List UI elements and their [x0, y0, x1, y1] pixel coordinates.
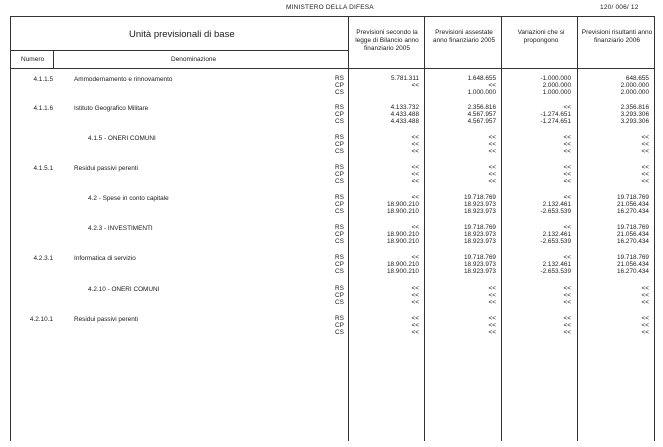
- cell-value: RS: [335, 194, 344, 201]
- row-type-codes: [335, 286, 349, 306]
- cell-value: <<: [411, 224, 419, 231]
- cell-value: <<: [411, 164, 419, 171]
- cell-value: <<: [641, 170, 649, 178]
- cell-value: CP: [335, 170, 344, 178]
- cell-value: 19.718.769: [464, 254, 496, 261]
- cell-value: 19.718.769: [617, 254, 649, 261]
- row-number: 4.1.1.5: [33, 76, 53, 83]
- cell-value: CS: [335, 298, 344, 306]
- cell-value: CS: [335, 237, 344, 245]
- cell-value: <<: [641, 147, 649, 155]
- cell-value: CS: [335, 207, 344, 215]
- cell-value: <<: [411, 140, 419, 148]
- col3-header: Variazioni che si propongono: [517, 29, 565, 44]
- table-row: [10, 164, 653, 194]
- cell-value: -1.274.651: [540, 110, 571, 118]
- row-number: 4.1.5.1: [33, 165, 53, 172]
- cell-value: -2.653.539: [540, 237, 571, 245]
- col-denominazione-header: Denominazione: [171, 56, 217, 63]
- cell-value: 16.270.434: [617, 237, 649, 245]
- cell-value: 4.567.957: [467, 117, 496, 125]
- cell-value: <<: [411, 328, 419, 336]
- cell-value: -2.653.539: [540, 207, 571, 215]
- cell-value: 21.056.434: [617, 230, 649, 238]
- col3-values: [505, 76, 571, 96]
- cell-value: 1.000.000: [542, 88, 571, 96]
- col2-values: [432, 286, 496, 306]
- row-denomination: 4.1.5 - ONERI COMUNI: [88, 135, 156, 142]
- row-type-codes: [335, 135, 349, 155]
- cell-value: <<: [641, 164, 649, 171]
- cell-value: <<: [488, 177, 496, 185]
- cell-value: <<: [488, 298, 496, 306]
- cell-value: <<: [641, 328, 649, 336]
- cell-value: 16.270.434: [617, 267, 649, 275]
- cell-value: <<: [411, 321, 419, 329]
- cell-value: RS: [335, 75, 344, 82]
- row-type-codes: [335, 255, 349, 275]
- ministry-title: MINISTERO DELLA DIFESA: [286, 4, 374, 11]
- col1-values: [355, 165, 419, 185]
- row-denomination: 4.2 - Spese in conto capitale: [88, 195, 169, 202]
- cell-value: 18.900.210: [387, 237, 419, 245]
- cell-value: -2.653.539: [540, 267, 571, 275]
- cell-value: CS: [335, 88, 344, 96]
- col-numero-header: Numero: [21, 56, 45, 63]
- cell-value: <<: [641, 315, 649, 322]
- cell-value: 4.567.957: [467, 110, 496, 118]
- cell-value: 2.000.000: [620, 88, 649, 96]
- col1-values: [355, 76, 419, 96]
- col4-values: [581, 195, 649, 215]
- cell-value: CS: [335, 267, 344, 275]
- cell-value: CP: [335, 260, 344, 268]
- col1-values: [355, 255, 419, 275]
- cell-value: 19.718.769: [464, 224, 496, 231]
- col4-values: [581, 76, 649, 96]
- cell-value: 19.718.769: [464, 194, 496, 201]
- row-type-codes: [335, 165, 349, 185]
- numero-divider: [53, 50, 54, 68]
- cell-value: 2.000.000: [620, 81, 649, 89]
- cell-value: 18.923.973: [464, 267, 496, 275]
- row-type-codes: [335, 316, 349, 336]
- cell-value: 3.293.306: [620, 110, 649, 118]
- col2-values: [432, 76, 496, 96]
- cell-value: <<: [411, 134, 419, 141]
- col2-values: [432, 316, 496, 336]
- cell-value: CP: [335, 81, 344, 89]
- cell-value: RS: [335, 104, 344, 111]
- cell-value: CS: [335, 117, 344, 125]
- cell-value: 18.923.973: [464, 200, 496, 208]
- table-row: [10, 315, 653, 345]
- table-row: [10, 285, 653, 315]
- cell-value: CP: [335, 291, 344, 299]
- cell-value: CS: [335, 328, 344, 336]
- row-denomination: Informatica di servizio: [74, 255, 136, 262]
- col2-values: [432, 105, 496, 125]
- cell-value: RS: [335, 285, 344, 292]
- cell-value: <<: [563, 298, 571, 306]
- cell-value: <<: [641, 134, 649, 141]
- cell-value: <<: [411, 298, 419, 306]
- cell-value: CP: [335, 200, 344, 208]
- col3-values: [505, 165, 571, 185]
- table-row: [10, 194, 653, 224]
- cell-value: <<: [488, 134, 496, 141]
- cell-value: CS: [335, 147, 344, 155]
- row-number: 4.2.3.1: [33, 255, 53, 262]
- table-row: [10, 224, 653, 254]
- cell-value: 21.056.434: [617, 200, 649, 208]
- col3-values: [505, 316, 571, 336]
- col2-values: [432, 195, 496, 215]
- unit-title: Unità previsionali di base: [129, 29, 235, 40]
- cell-value: 18.923.973: [464, 230, 496, 238]
- cell-value: 2.132.461: [542, 200, 571, 208]
- cell-value: <<: [411, 170, 419, 178]
- header-bottom-line: [11, 68, 654, 69]
- cell-value: 2.132.461: [542, 230, 571, 238]
- cell-value: <<: [641, 298, 649, 306]
- cell-value: <<: [563, 164, 571, 171]
- cell-value: <<: [563, 291, 571, 299]
- col2-values: [432, 165, 496, 185]
- cell-value: <<: [563, 315, 571, 322]
- cell-value: <<: [488, 170, 496, 178]
- cell-value: -1.000.000: [540, 75, 571, 82]
- cell-value: 1.000.000: [467, 88, 496, 96]
- col3-values: [505, 255, 571, 275]
- col1-values: [355, 286, 419, 306]
- cell-value: <<: [411, 194, 419, 201]
- cell-value: <<: [411, 315, 419, 322]
- cell-value: 2.132.461: [542, 260, 571, 268]
- col3-values: [505, 225, 571, 245]
- cell-value: CS: [335, 177, 344, 185]
- col2-header: Previsioni assestate anno finanziario 2005: [432, 29, 496, 44]
- cell-value: <<: [488, 328, 496, 336]
- cell-value: <<: [563, 170, 571, 178]
- cell-value: <<: [411, 81, 419, 89]
- cell-value: 4.433.488: [390, 110, 419, 118]
- cell-value: <<: [411, 291, 419, 299]
- col1-values: [355, 316, 419, 336]
- row-type-codes: [335, 105, 349, 125]
- cell-value: <<: [563, 147, 571, 155]
- cell-value: <<: [563, 134, 571, 141]
- cell-value: 5.781.311: [391, 75, 419, 82]
- cell-value: 18.900.210: [387, 200, 419, 208]
- col3-values: [505, 105, 571, 125]
- col1-values: [355, 195, 419, 215]
- cell-value: 4.433.488: [390, 117, 419, 125]
- cell-value: <<: [563, 177, 571, 185]
- cell-value: <<: [641, 291, 649, 299]
- row-number: 4.1.1.6: [33, 105, 53, 112]
- row-denomination: Ammodernamento e rinnovamento: [74, 76, 173, 83]
- cell-value: <<: [563, 285, 571, 292]
- row-number: 4.2.10.1: [29, 316, 53, 323]
- col2-values: [432, 225, 496, 245]
- cell-value: 18.900.210: [387, 267, 419, 275]
- cell-value: <<: [563, 224, 571, 231]
- cell-value: <<: [488, 291, 496, 299]
- cell-value: [355, 90, 419, 97]
- col1-values: [355, 105, 419, 125]
- col4-values: [581, 135, 649, 155]
- cell-value: RS: [335, 164, 344, 171]
- cell-value: <<: [488, 285, 496, 292]
- cell-value: <<: [488, 140, 496, 148]
- row-type-codes: [335, 76, 349, 96]
- row-type-codes: [335, 225, 349, 245]
- cell-value: <<: [641, 177, 649, 185]
- row-denomination: 4.2.10 - ONERI COMUNI: [88, 286, 160, 293]
- col4-values: [581, 286, 649, 306]
- cell-value: 4.133.732: [390, 104, 419, 111]
- cell-value: <<: [411, 177, 419, 185]
- col4-values: [581, 255, 649, 275]
- cell-value: 16.270.434: [617, 207, 649, 215]
- cell-value: <<: [411, 147, 419, 155]
- cell-value: <<: [488, 81, 496, 89]
- cell-value: <<: [563, 321, 571, 329]
- cell-value: 1.648.655: [467, 75, 496, 82]
- row-denomination: Residui passivi perenti: [74, 316, 138, 323]
- cell-value: <<: [563, 254, 571, 261]
- cell-value: <<: [563, 140, 571, 148]
- cell-value: <<: [563, 104, 571, 111]
- col3-values: [505, 286, 571, 306]
- cell-value: <<: [488, 315, 496, 322]
- col4-values: [581, 316, 649, 336]
- cell-value: RS: [335, 224, 344, 231]
- cell-value: CP: [335, 321, 344, 329]
- col3-values: [505, 195, 571, 215]
- cell-value: <<: [641, 321, 649, 329]
- cell-value: CP: [335, 230, 344, 238]
- cell-value: RS: [335, 254, 344, 261]
- row-denomination: Residui passivi perenti: [74, 165, 138, 172]
- cell-value: <<: [411, 285, 419, 292]
- table-row: [10, 104, 653, 134]
- cell-value: 21.056.434: [617, 260, 649, 268]
- cell-value: 19.718.769: [617, 224, 649, 231]
- row-denomination: 4.2.3 - INVESTIMENTI: [88, 225, 153, 232]
- header-divider: [11, 50, 348, 51]
- cell-value: <<: [641, 285, 649, 292]
- cell-value: 2.356.816: [467, 104, 496, 111]
- col4-values: [581, 105, 649, 125]
- cell-value: <<: [411, 254, 419, 261]
- cell-value: 19.718.769: [617, 194, 649, 201]
- cell-value: 18.923.973: [464, 260, 496, 268]
- col3-values: [505, 135, 571, 155]
- cell-value: <<: [488, 147, 496, 155]
- cell-value: <<: [488, 164, 496, 171]
- cell-value: CP: [335, 140, 344, 148]
- cell-value: 18.900.210: [387, 260, 419, 268]
- cell-value: 18.923.973: [464, 207, 496, 215]
- col1-header: Previsioni secondo la legge di Bilancio anno finanziario 2005: [355, 29, 419, 52]
- col4-values: [581, 225, 649, 245]
- col1-values: [355, 135, 419, 155]
- col2-values: [432, 255, 496, 275]
- cell-value: 18.923.973: [464, 237, 496, 245]
- col4-values: [581, 165, 649, 185]
- cell-value: RS: [335, 315, 344, 322]
- page-number: 120/ 006/ 12: [600, 4, 639, 11]
- cell-value: CP: [335, 110, 344, 118]
- cell-value: <<: [488, 321, 496, 329]
- col4-header: Previsioni risultanti anno finanziario 2006: [581, 29, 653, 44]
- cell-value: -1.274.651: [540, 117, 571, 125]
- cell-value: 18.900.210: [387, 207, 419, 215]
- cell-value: <<: [641, 140, 649, 148]
- table-row: [10, 75, 653, 105]
- cell-value: 2.000.000: [542, 81, 571, 89]
- col2-values: [432, 135, 496, 155]
- col1-values: [355, 225, 419, 245]
- cell-value: 648.655: [625, 75, 649, 82]
- table-row: [10, 134, 653, 164]
- cell-value: <<: [563, 328, 571, 336]
- row-denomination: Istituto Geografico Militare: [74, 105, 149, 112]
- row-type-codes: [335, 195, 349, 215]
- table-row: [10, 254, 653, 284]
- cell-value: <<: [563, 194, 571, 201]
- cell-value: 2.356.816: [620, 104, 649, 111]
- cell-value: 18.900.210: [387, 230, 419, 238]
- cell-value: RS: [335, 134, 344, 141]
- cell-value: 3.293.306: [620, 117, 649, 125]
